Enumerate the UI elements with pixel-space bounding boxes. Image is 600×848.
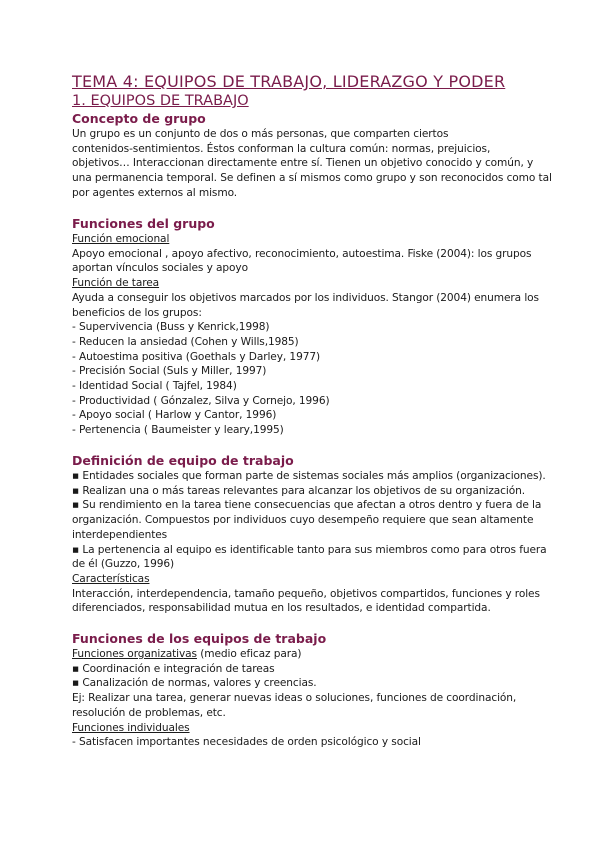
text-line: beneficios de los grupos:: [72, 306, 202, 319]
text-line: Interacción, interdependencia, tamaño pequeño, objetivos compartidos, funciones y roles: [72, 587, 540, 600]
section-heading: Funciones del grupo: [72, 216, 215, 231]
text-lines: [72, 320, 542, 438]
text-line: contenidos-sentimientos. Éstos conforman la cultura común: normas, prejuicios,: [72, 142, 491, 155]
text-lines: [72, 735, 542, 750]
text-lines: [72, 247, 542, 276]
text-line: - Autoestima positiva (Goethals y Darley, 1977): [72, 350, 321, 363]
text-line: Un grupo es un conjunto de dos o más personas, que comparten ciertos: [72, 128, 449, 140]
text-line: ▪ La pertenencia al equipo es identificable tanto para sus miembros como para otros fuera: [72, 543, 547, 556]
text-line: objetivos… Interaccionan directamente entre sí. Tienen un objetivo conocido y común, y: [72, 157, 534, 170]
text-lines: [72, 291, 542, 320]
text-line: por agentes externos al mismo.: [72, 186, 238, 199]
text-line: - Identidad Social ( Tajfel, 1984): [72, 380, 237, 393]
text-line: - Reducen la ansiedad (Cohen y Wills,1985): [72, 335, 299, 348]
text-line: ▪ Coordinación e integración de tareas: [72, 662, 275, 675]
text-line: interdependientes: [72, 528, 168, 541]
text-line: - Supervivencia (Buss y Kenrick,1998): [72, 321, 270, 334]
concepto-section: [72, 111, 552, 201]
subheading: Funciones individuales: [72, 721, 190, 734]
funciones-grupo-section: [72, 216, 542, 438]
text-line: - Precisión Social (Suls y Miller, 1997): [72, 365, 267, 378]
text-lines: [72, 587, 542, 616]
text-line: Ej: Realizar una tarea, generar nuevas ideas o soluciones, funciones de coordinación,: [72, 692, 517, 705]
subheading: Función de tarea: [72, 277, 160, 290]
document-header: [72, 72, 542, 110]
text-lines: [72, 662, 542, 721]
text-line: - Satisfacen importantes necesidades de orden psicológico y social: [72, 736, 421, 749]
text-line: - Apoyo social ( Harlow y Cantor, 1996): [72, 409, 277, 422]
section-title: 1. EQUIPOS DE TRABAJO: [72, 93, 249, 109]
text-line: - Productividad ( Gónzalez, Silva y Cornejo, 1996): [72, 394, 330, 407]
text-lines: [72, 127, 552, 201]
text-line: una permanencia temporal. Se definen a sí mismos como grupo y son reconocidos como tal: [72, 172, 552, 185]
text-line: aportan vínculos sociales y apoyo: [72, 262, 248, 275]
text-line: de él (Guzzo, 1996): [72, 558, 175, 571]
page-title: TEMA 4: EQUIPOS DE TRABAJO, LIDERAZGO Y PODER: [72, 72, 506, 91]
subheading-line: [72, 647, 542, 662]
funciones-equipos-section: [72, 631, 542, 750]
subheading-note: (medio eficaz para): [196, 648, 302, 660]
subheading: Función emocional: [72, 233, 170, 245]
text-line: ▪ Entidades sociales que forman parte de sistemas sociales más amplios (organizaciones).: [72, 470, 546, 482]
text-line: ▪ Realizan una o más tareas relevantes para alcanzar los objetivos de su organización.: [72, 484, 525, 497]
section-heading: Funciones de los equipos de trabajo: [72, 631, 327, 646]
text-line: resolución de problemas, etc.: [72, 706, 226, 719]
text-line: - Pertenencia ( Baumeister y leary,1995): [72, 424, 284, 437]
text-line: ▪ Canalización de normas, valores y creencias.: [72, 677, 317, 690]
subheading: Características: [72, 572, 150, 585]
text-line: Ayuda a conseguir los objetivos marcados por los individuos. Stangor (2004) enumera los: [72, 291, 539, 304]
definicion-section: [72, 453, 547, 616]
text-line: ▪ Su rendimiento en la tarea tiene consecuencias que afectan a otros dentro y fuera de la: [72, 499, 542, 512]
subheading: Funciones organizativas: [72, 648, 197, 660]
section-heading: Definición de equipo de trabajo: [72, 453, 294, 468]
text-lines: [72, 469, 547, 572]
text-line: Apoyo emocional , apoyo afectivo, reconocimiento, autoestima. Fiske (2004): los grupos: [72, 247, 532, 260]
section-heading: Concepto de grupo: [72, 111, 206, 126]
text-line: diferenciados, responsabilidad mutua en los resultados, e identidad compartida.: [72, 602, 491, 615]
text-line: organización. Compuestos por individuos cuyo desempeño requiere que sean altamente: [72, 514, 534, 527]
